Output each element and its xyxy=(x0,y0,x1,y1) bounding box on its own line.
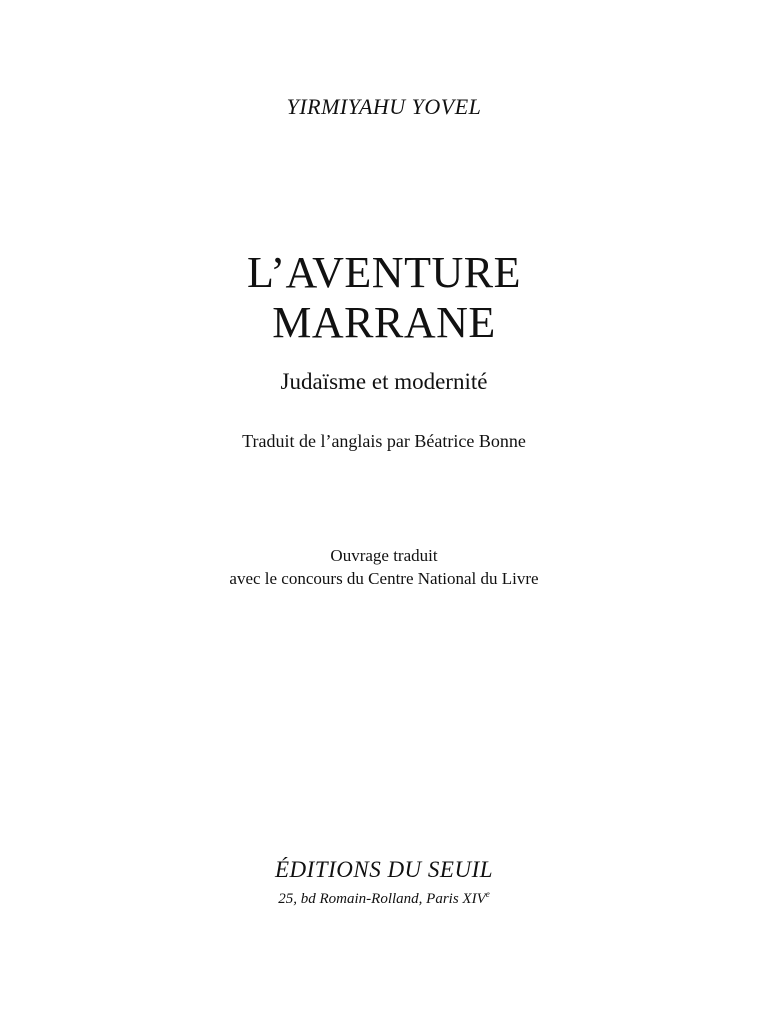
publisher-address xyxy=(0,890,768,907)
book-title-line-2: MARRANE xyxy=(272,298,496,347)
author-name: YIRMIYAHU YOVEL xyxy=(286,94,482,119)
book-title-line-1: L’AVENTURE xyxy=(247,248,521,297)
translation-credit: Traduit de l’anglais par Béatrice Bonne xyxy=(242,431,526,451)
publisher-address-text: 25, bd Romain-Rolland, Paris XIV xyxy=(278,891,486,907)
publisher-address-superscript: e xyxy=(485,889,490,899)
publisher-name: ÉDITIONS DU SEUIL xyxy=(274,857,494,882)
book-subtitle: Judaïsme et modernité xyxy=(280,369,488,394)
support-note-line-1: Ouvrage traduit xyxy=(330,546,438,565)
support-note-line-2: avec le concours du Centre National du Livre xyxy=(229,569,539,588)
